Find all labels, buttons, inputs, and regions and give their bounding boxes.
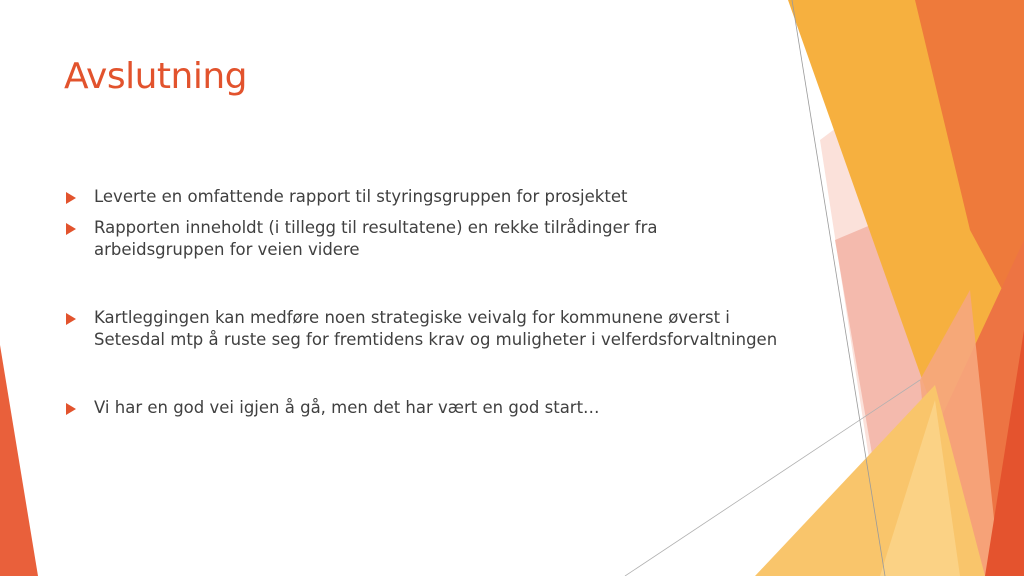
bullet-text: Vi har en god vei igjen å gå, men det har vært en god start… [94,397,600,417]
triangle-bullet-icon [66,313,76,325]
bullet-list [64,186,784,427]
triangle-bullet-icon [66,223,76,235]
bullet-text: Rapporten inneholdt (i tillegg til resultatene) en rekke tilrådinger fra arbeidsgruppen for veien videre [94,217,658,259]
triangle-bullet-icon [66,192,76,204]
bullet-text: Leverte en omfattende rapport til styringsgruppen for prosjektet [94,187,628,206]
slide-title: Avslutning [64,56,247,97]
bullet-text: Kartleggingen kan medføre noen strategiske veivalg for kommunene øverst i Setesdal mtp å ruste seg for fremtidens krav og muligheter i velferdsforvaltningen [94,307,778,349]
bullet-item [64,217,784,262]
bullet-item [64,397,784,420]
bullet-item [64,307,784,352]
triangle-bullet-icon [66,403,76,415]
left-edge-shape [0,345,38,576]
bullet-item [64,186,784,209]
